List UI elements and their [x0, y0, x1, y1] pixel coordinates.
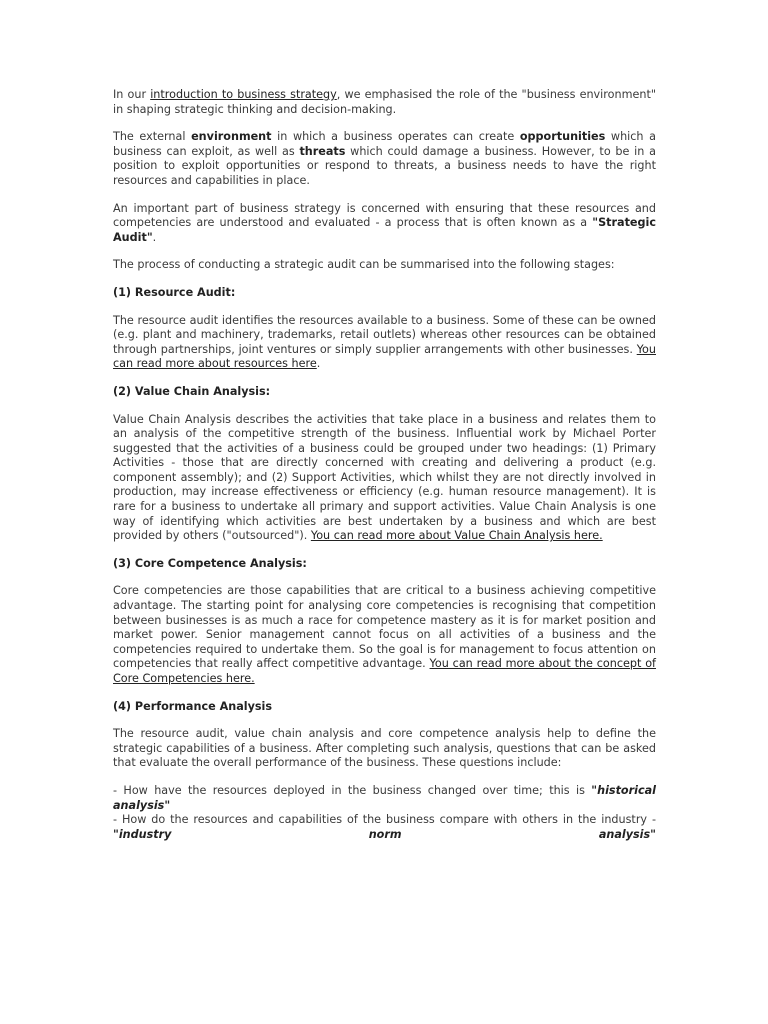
stages-intro-paragraph: The process of conducting a strategic audit can be summarised into the following stages: [113, 258, 615, 272]
core-competence-paragraph [113, 584, 656, 686]
resource-audit-text-end: . [316, 357, 321, 371]
performance-analysis-paragraph: The resource audit, value chain analysis and core competence analysis help to define the strategic capabilities of a business. After completing such analysis, questions that can be asked that evaluate the overall performance of the business. These questions include: [113, 727, 656, 770]
value-chain-text: Value Chain Analysis describes the activities that take place in a business and relates them to an analysis of the competitive strength of the business. Influential work by Michael Porter suggested that the activities of a business could be grouped under two headings: (1) Primary Activities - those that are directly concerned with creating and delivering a product (e.g. component assembly); and (2) Support Activities, which whilst they are not directly involved in production, may increase effectiveness or efficiency (e.g. human resource management). It is rare for a business to undertake all primary and support activities. Value Chain Analysis is one way of identifying which activities are best undertaken by a business and which are best provided by others ("outsourced"). [113, 412, 656, 543]
intro-text: In our [113, 88, 151, 101]
question-industry-norm-text: - How do the resources and capabilities of the business compare with others in the industry - [113, 813, 656, 827]
resource-audit-paragraph [113, 314, 656, 372]
performance-analysis-heading: (4) Performance Analysis [113, 699, 273, 713]
resources-link[interactable]: You can read more about resources here [113, 342, 656, 371]
env-text-2: in which a business operates can create [271, 130, 520, 144]
value-chain-link[interactable]: You can read more about Value Chain Analysis here. [310, 529, 603, 543]
question-industry-norm-bold: "industry norm analysis" [113, 827, 656, 841]
env-bold-threats: threats [299, 144, 346, 158]
question-historical [113, 784, 656, 813]
env-text-3: which a business can exploit, as well as [113, 130, 656, 158]
intro-paragraph [113, 88, 656, 117]
resource-audit-heading: (1) Resource Audit: [113, 285, 236, 299]
intro-text-end: , we emphasised the role of the "business environment" in shaping strategic thinking and decision-making. [113, 88, 656, 116]
environment-paragraph [113, 130, 656, 188]
core-competencies-link[interactable]: You can read more about the concept of Core Competencies here. [113, 657, 656, 685]
env-bold-environment: environment [191, 130, 272, 144]
question-historical-bold: "historical analysis" [113, 783, 656, 812]
resource-audit-text: The resource audit identifies the resources available to a business. Some of these can be owned (e.g. plant and machinery, trademarks, retail outlets) whereas other resources can be obtained through partnerships, joint ventures or simply supplier arrangements with other businesses. [113, 313, 656, 356]
core-competence-heading: (3) Core Competence Analysis: [113, 556, 307, 570]
audit-paragraph [113, 202, 656, 246]
audit-bold-strategic-audit: "Strategic Audit" [113, 216, 656, 244]
performance-questions-list [113, 784, 656, 842]
intro-business-strategy-link[interactable]: introduction to business strategy [150, 88, 337, 101]
value-chain-paragraph [113, 413, 656, 544]
audit-text-end: . [152, 230, 157, 244]
question-historical-text: - How have the resources deployed in the business changed over time; this is [113, 783, 592, 797]
audit-text: An important part of business strategy is concerned with ensuring that these resources and competencies are understood and evaluated - a process that is often known as a [113, 201, 656, 230]
env-text-1: The external [113, 130, 192, 144]
value-chain-heading: (2) Value Chain Analysis: [113, 384, 271, 398]
env-bold-opportunities: opportunities [519, 130, 606, 144]
article-body [113, 88, 656, 842]
question-industry-norm [113, 813, 656, 842]
core-competence-text: Core competencies are those capabilities that are critical to a business achieving competitive advantage. The starting point for analysing core competencies is recognising that competition between businesses is as much a race for competence mastery as it is for market position and market power. Senior management cannot focus on all activities of a business and the competencies required to undertake them. So the goal is for management to focus attention on competencies that really affect competitive advantage. [113, 584, 656, 671]
env-text-4: which could damage a business. However, to be in a position to exploit opportunities or respond to threats, a business needs to have the right resources and capabilities in place. [113, 144, 656, 187]
